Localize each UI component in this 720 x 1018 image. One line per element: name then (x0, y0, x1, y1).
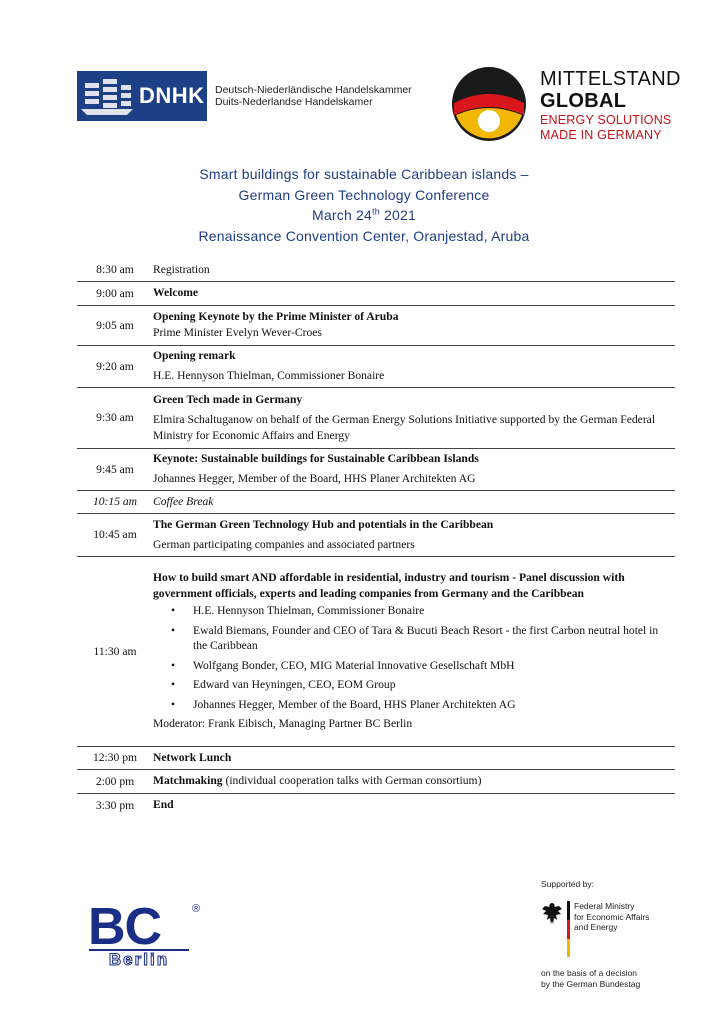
agenda-time: 9:30 am (96, 411, 134, 424)
event-date-suffix: th (372, 206, 380, 217)
agenda-item-title: Keynote: Sustainable buildings for Sustainable Caribbean Islands (153, 452, 479, 465)
agenda-item-title: Welcome (153, 286, 199, 299)
event-venue: Renaissance Convention Center, Oranjestad, Aruba (198, 227, 530, 244)
agenda-row (77, 490, 675, 513)
supported-by-label: Supported by: (541, 879, 594, 889)
bundestag-note-line: on the basis of a decision (541, 968, 637, 978)
energy-solutions-text: ENERGY SOLUTIONS (540, 113, 672, 127)
agenda-time: 9:05 am (96, 318, 134, 332)
bundestag-note (541, 968, 701, 989)
made-in-germany-text: MADE IN GERMANY (540, 127, 662, 142)
agenda-item-desc: H.E. Hennyson Thielman, Commissioner Bonaire (153, 369, 385, 382)
agenda-table (77, 259, 675, 817)
agenda-item: Coffee Break (153, 494, 214, 508)
bullet-icon: • (171, 697, 176, 711)
agenda-row (77, 556, 675, 746)
agenda-item-title: Network Lunch (153, 750, 232, 764)
dnhk-logo (77, 71, 412, 121)
agenda-item-title: How to build smart AND affordable in residential, industry and tourism - Panel discussion with government officials, experts and leading companies from Germany and the Caribbean (153, 571, 625, 600)
dnhk-abbr: DNHK (139, 83, 205, 108)
bullet-icon: • (171, 623, 176, 637)
agenda-item-title: The German Green Technology Hub and potentials in the Caribbean (153, 517, 494, 531)
panel-list (153, 603, 675, 712)
registered-mark: ® (192, 903, 201, 915)
german-flag-bar-icon (567, 901, 570, 957)
event-date-main: March 24 (312, 207, 372, 223)
agenda-time: 9:20 am (96, 359, 134, 373)
bullet-icon: • (171, 678, 176, 691)
agenda-time: 11:30 am (93, 644, 137, 658)
agenda-row (77, 513, 675, 556)
panel-member: Ewald Biemans, Founder and CEO of Tara & Bucuti Beach Resort - the first Carbon neutral hotel in the Caribbean (193, 623, 659, 652)
dnhk-names (215, 84, 412, 108)
agenda-item (153, 769, 675, 793)
panel-list-item (171, 603, 675, 619)
ministry-logo (541, 901, 701, 961)
agenda-item-desc: Elmira Schaltuganow on behalf of the German Energy Solutions Initiative supported by the German Federal Ministry for Economic Affairs and Energy (153, 412, 656, 442)
agenda-item-desc: Prime Minister Evelyn Wever-Croes (153, 326, 322, 339)
federal-eagle-icon (541, 901, 563, 927)
dnhk-name-german: Deutsch-Niederländische Handelskammer (215, 84, 412, 96)
dnhk-name-dutch: Duits-Nederlandse Handelskamer (215, 96, 373, 108)
panel-member: Edward van Heyningen, CEO, EOM Group (193, 678, 396, 691)
ministry-name-line: Federal Ministry (574, 901, 635, 911)
panel-list-item (171, 658, 675, 674)
agenda-row (77, 305, 675, 345)
bundestag-note-line: by the German Bundestag (541, 978, 641, 989)
event-title-block (0, 164, 720, 246)
dnhk-ship-icon (77, 71, 137, 121)
event-date (0, 205, 720, 226)
agenda-time: 9:00 am (96, 286, 134, 300)
agenda-item-desc: Johannes Hegger, Member of the Board, HHS Planer Architekten AG (153, 472, 476, 485)
agenda-row (77, 259, 675, 281)
bullet-icon: • (171, 604, 176, 617)
agenda-item-title: Green Tech made in Germany (153, 392, 303, 406)
bullet-icon: • (171, 658, 176, 672)
agenda-time: 9:45 am (96, 462, 134, 476)
bc-letters: BC (88, 898, 162, 956)
agenda-item (153, 387, 675, 448)
agenda-item-title: Opening remark (153, 349, 236, 362)
agenda-item-title: Matchmaking (153, 774, 223, 787)
mittelstand-word: MITTELSTAND (540, 68, 681, 90)
agenda-row (77, 448, 675, 490)
agenda-time: 10:15 am (92, 495, 138, 508)
global-word: GLOBAL (540, 90, 627, 112)
panel-moderator: Moderator: Frank Eibisch, Managing Partner BC Berlin (153, 717, 413, 730)
bc-berlin-logo (88, 898, 208, 973)
panel-list-item (171, 697, 675, 713)
agenda-item-desc: German participating companies and associated partners (153, 537, 415, 551)
agenda-time: 10:45 am (93, 528, 137, 541)
agenda-row (77, 746, 675, 769)
agenda-row (77, 387, 675, 448)
ministry-name-line: for Economic Affairs (574, 911, 650, 922)
agenda-time: 8:30 am (96, 263, 134, 277)
event-title: Smart buildings for sustainable Caribbean islands – (199, 166, 529, 182)
supported-by-block (541, 879, 701, 989)
agenda-item (153, 305, 675, 345)
bc-berlin-word: Berlin (89, 949, 189, 969)
agenda-row (77, 769, 675, 793)
agenda-item-desc: (individual cooperation talks with German consortium) (222, 774, 482, 787)
agenda-item-title: End (153, 798, 174, 812)
agenda-time: 3:30 pm (95, 798, 135, 812)
german-flag-circle-icon (450, 65, 528, 143)
agenda-time: 12:30 pm (92, 751, 138, 764)
panel-member: Wolfgang Bonder, CEO, MIG Material Innovative Gesellschaft MbH (193, 658, 515, 672)
agenda-item (153, 345, 675, 387)
panel-member: H.E. Hennyson Thielman, Commissioner Bonaire (193, 604, 425, 617)
mittelstand-global-logo (450, 63, 690, 151)
agenda-row (77, 281, 675, 305)
agenda-row (77, 793, 675, 817)
mittelstand-text (540, 69, 681, 141)
agenda-item: Registration (153, 262, 210, 276)
agenda-item (153, 513, 675, 556)
ministry-name-line: and Energy (574, 922, 618, 932)
agenda-item (153, 556, 675, 746)
panel-list-item (171, 623, 675, 654)
agenda-time: 2:00 pm (95, 774, 135, 788)
panel-list-item (171, 677, 675, 693)
panel-member: Johannes Hegger, Member of the Board, HHS Planer Architekten AG (193, 697, 516, 711)
event-subtitle: German Green Technology Conference (238, 186, 490, 203)
agenda-row (77, 345, 675, 387)
agenda-item-title: Opening Keynote by the Prime Minister of Aruba (153, 310, 399, 323)
agenda-item (153, 448, 675, 490)
dnhk-mark (77, 71, 207, 121)
ministry-name (574, 901, 649, 933)
event-date-year: 2021 (379, 207, 416, 223)
